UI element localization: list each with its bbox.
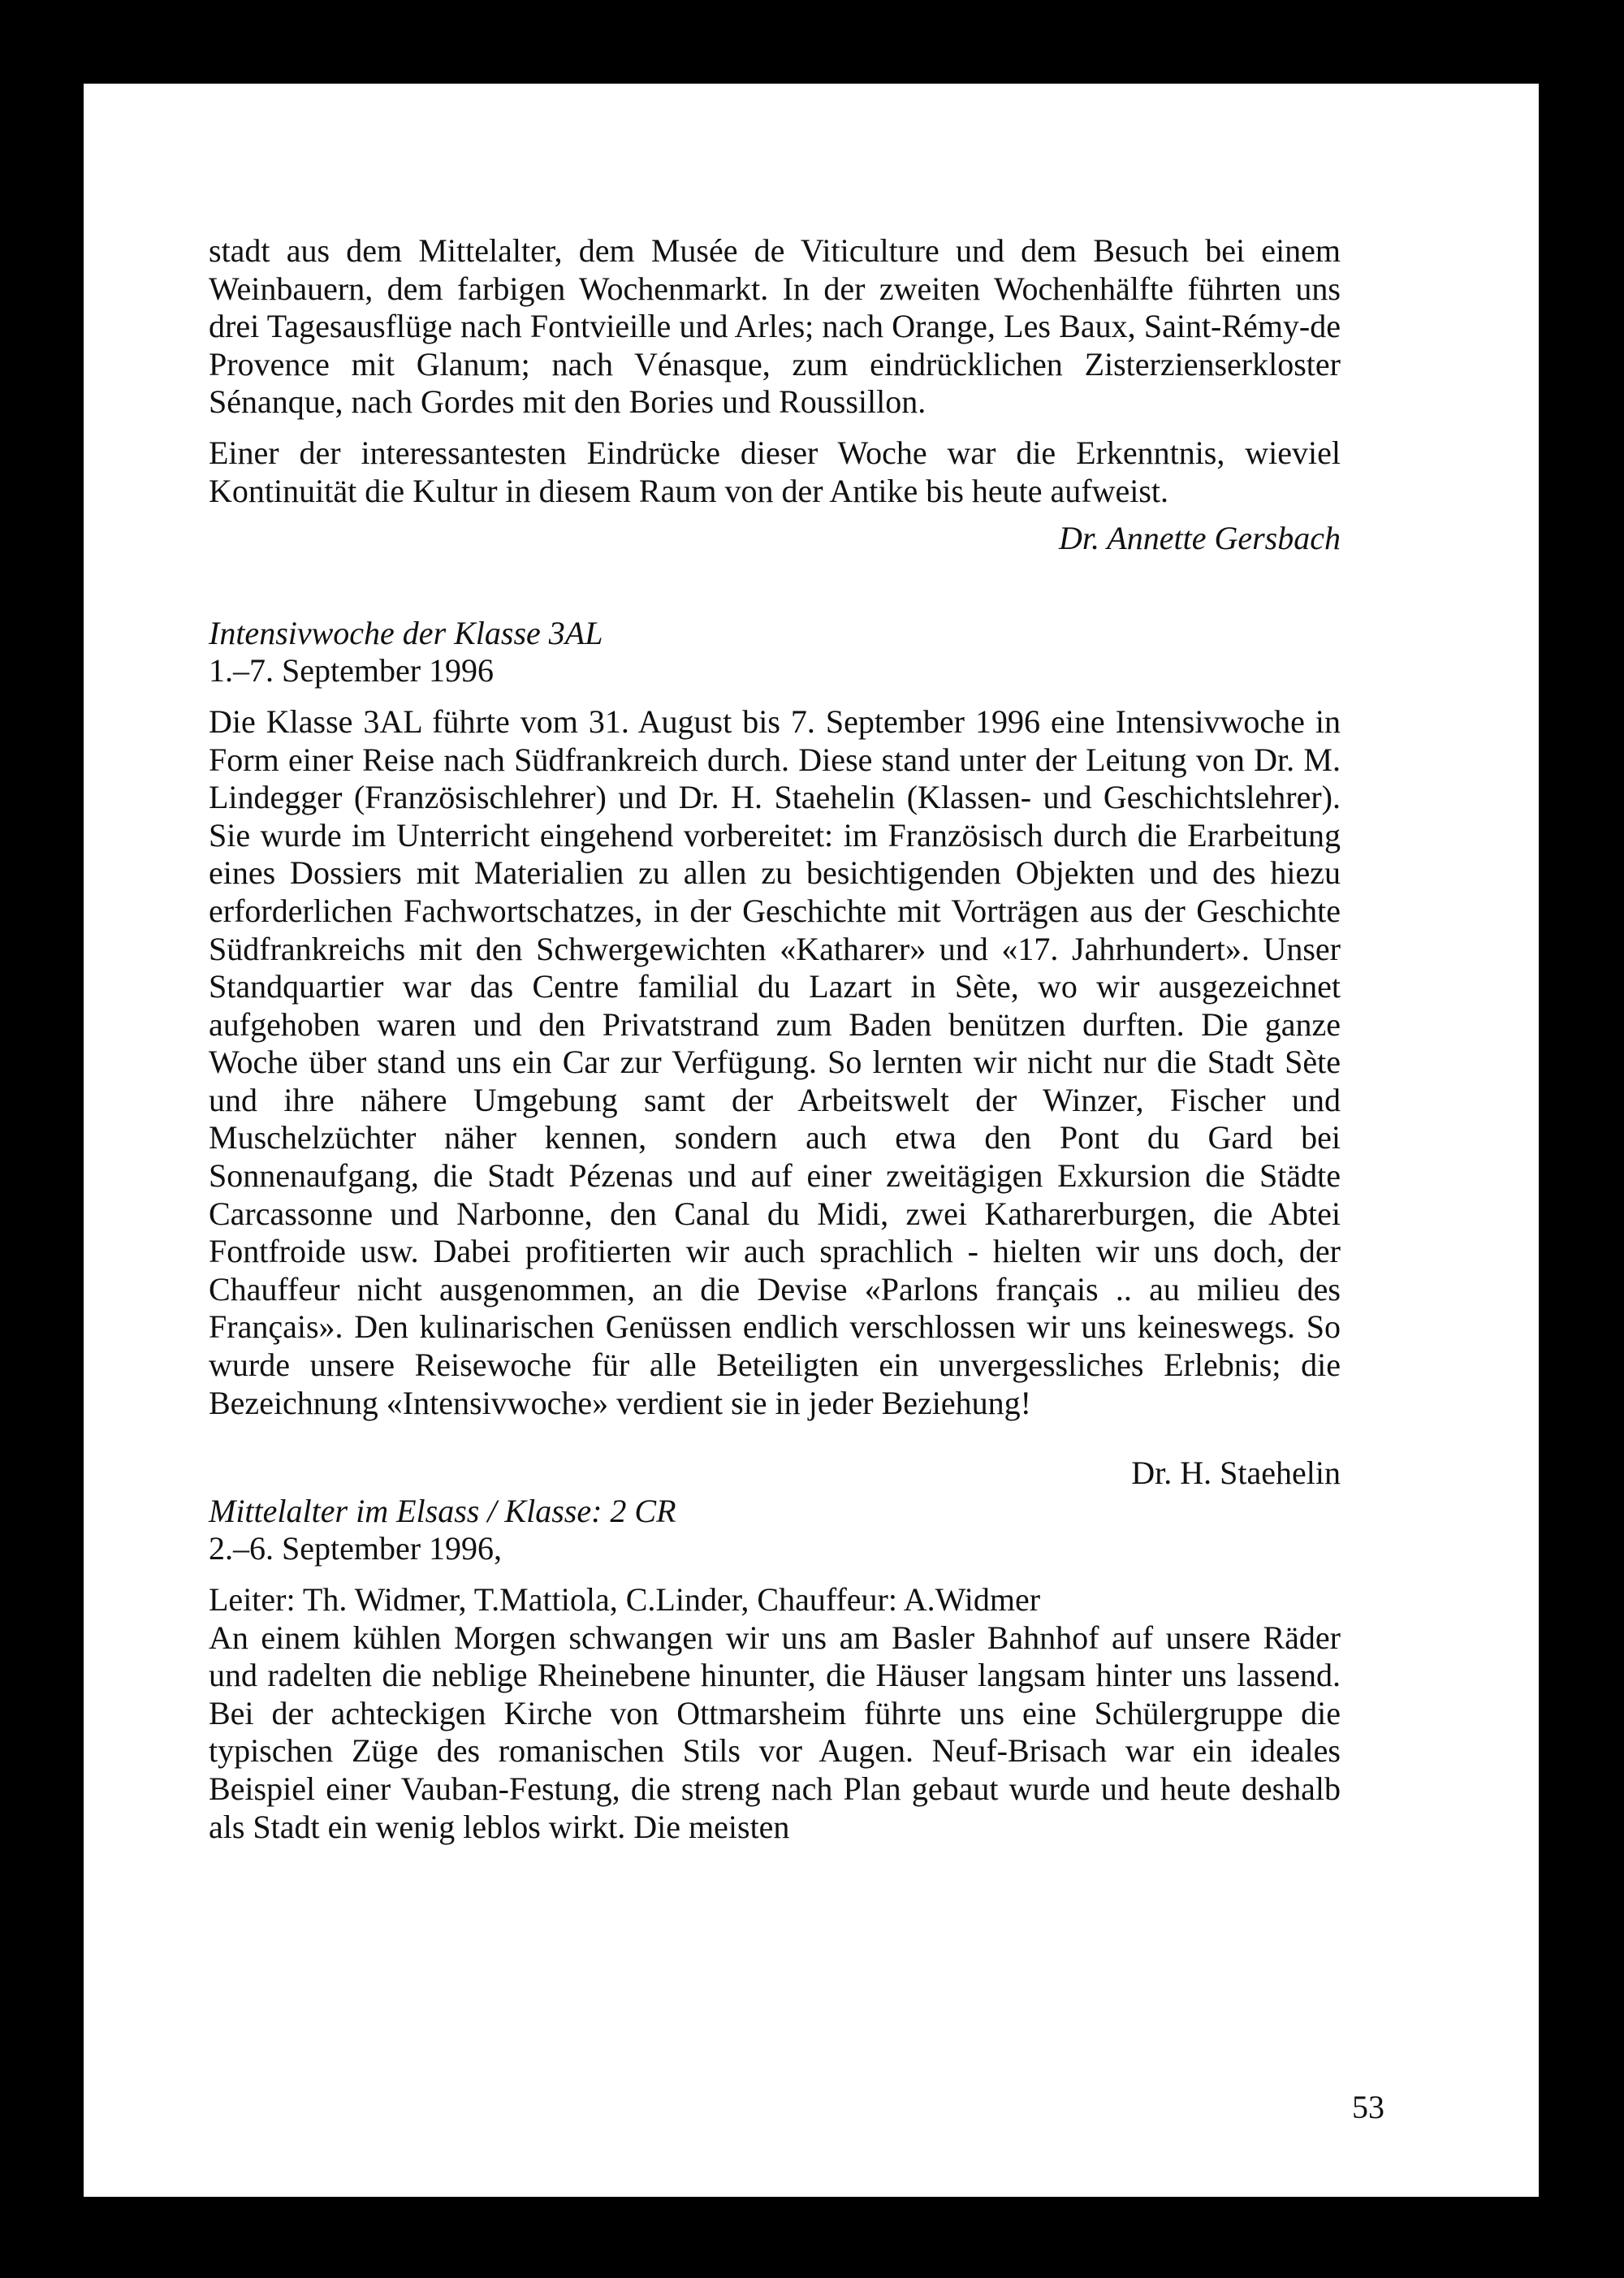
document-page xyxy=(84,84,1539,2197)
page-text xyxy=(209,232,1341,1846)
section-2cr-paragraph: An einem kühlen Morgen schwangen wir uns am Basler Bahnhof auf unsere Räder und radelten die neblige Rheinebene hinunter, die Häuser langsam hinter uns lassend. Bei der achteckigen Kirche von Ottmarsheim führte uns eine Schülergruppe die typischen Züge des romanischen Stils vor Augen. Neuf-Brisach war ein ideales Beispiel einer Vauban-Festung, die streng nach Plan gebaut wurde und heute deshalb als Stadt ein wenig leblos wirkt. Die meisten xyxy=(209,1619,1341,1845)
section-2cr-leaders: Leiter: Th. Widmer, T.Mattiola, C.Linder, Chauffeur: A.Widmer xyxy=(209,1581,1041,1618)
signature-staehelin: Dr. H. Staehelin xyxy=(1131,1455,1341,1492)
signature-gersbach: Dr. Annette Gersbach xyxy=(1059,520,1341,557)
page-number: 53 xyxy=(1352,2089,1384,2125)
section-3al-title: Intensivwoche der Klasse 3AL xyxy=(209,614,603,651)
section-2cr-date: 2.–6. September 1996, xyxy=(209,1530,503,1567)
section-3al-date: 1.–7. September 1996 xyxy=(209,652,495,689)
intro-paragraph-1: stadt aus dem Mittelalter, dem Musée de Viticulture und dem Besuch bei einem Weinbauern, dem farbigen Wochenmarkt. In der zweiten Wochenhälfte führten uns drei Tagesausflüge nach Fontvieille und Arles; nach Orange, Les Baux, Saint-Rémy-de Provence mit Glanum; nach Vénasque, zum eindrücklichen Zisterzienserkloster Sénanque, nach Gordes mit den Bories und Roussillon. xyxy=(209,232,1341,421)
intro-paragraph-2: Einer der interessantesten Eindrücke dieser Woche war die Erkenntnis, wieviel Kontinuität die Kultur in diesem Raum von der Antike bis heute aufweist. xyxy=(209,434,1341,509)
section-2cr-title: Mittelalter im Elsass / Klasse: 2 CR xyxy=(209,1492,676,1529)
section-3al-paragraph: Die Klasse 3AL führte vom 31. August bis 7. September 1996 eine Intensivwoche in Form einer Reise nach Südfrankreich durch. Diese stand unter der Leitung von Dr. M. Lindegger (Französischlehrer) und Dr. H. Staehelin (Klassen- und Geschichtslehrer). Sie wurde im Unterricht eingehend vorbereitet: im Französisch durch die Erarbeitung eines Dossiers mit Materialien zu allen zu besichtigenden Objekten und des hiezu erforderlichen Fachwortschatzes, in der Geschichte mit Vorträgen aus der Geschichte Südfrankreichs mit den Schwergewichten «Katharer» und «17. Jahrhundert». Unser Standquartier war das Centre familial du Lazart in Sète, wo wir ausgezeichnet aufgehoben waren und den Privatstrand zum Baden benützen durften. Die ganze Woche über stand uns ein Car zur Verfügung. So lernten wir nicht nur die Stadt Sète und ihre nähere Umgebung samt der Arbeitswelt der Winzer, Fischer und Muschelzüchter näher kennen, sondern auch etwa den Pont du Gard bei Sonnenaufgang, die Stadt Pézenas und auf einer zweitägigen Exkursion die Städte Carcassonne und Narbonne, den Canal du Midi, zwei Katharerburgen, die Abtei Fontfroide usw. Dabei profitierten wir auch sprachlich - hielten wir uns doch, der Chauffeur nicht ausgenommen, an die Devise «Parlons français .. au milieu des Français». Den kulinarischen Genüssen endlich verschlossen wir uns keineswegs. So wurde unsere Reisewoche für alle Beteiligten ein unvergessliches Erlebnis; die Bezeichnung «Intensivwoche» verdient sie in jeder Beziehung! xyxy=(209,702,1341,1421)
